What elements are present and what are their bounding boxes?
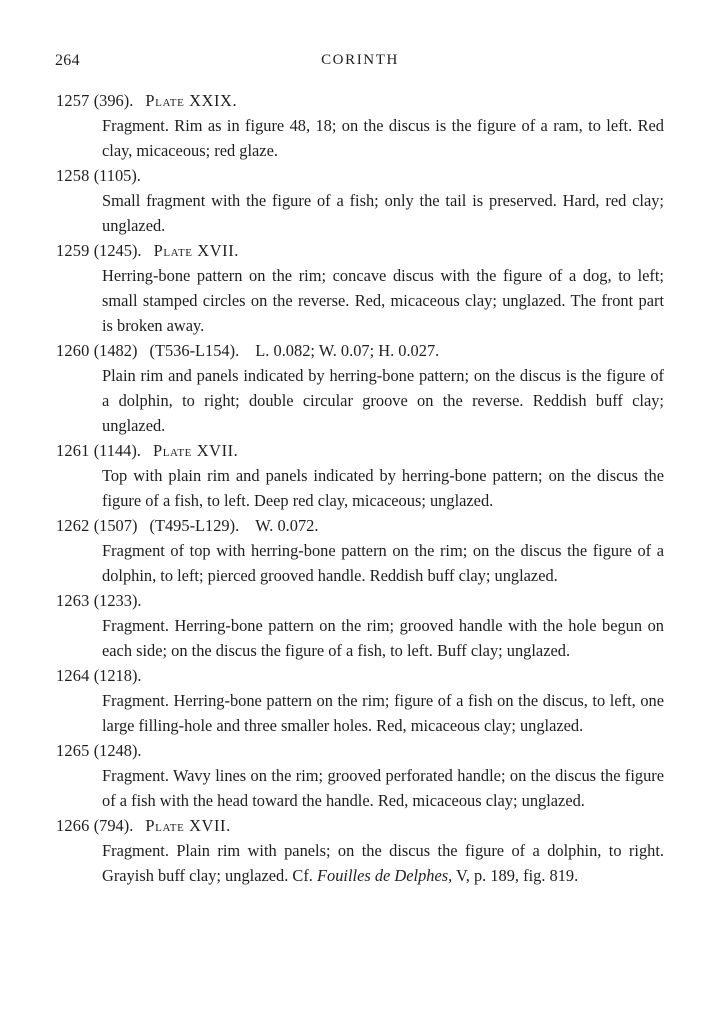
inventory-number: (1248). [93, 741, 142, 760]
catalogue-number: 1266 [56, 816, 90, 835]
entry-description [56, 838, 664, 888]
catalogue-number: 1260 [56, 341, 90, 360]
catalogue-entry-1263 [56, 588, 664, 663]
catalogue-entry-1260 [56, 338, 664, 438]
catalogue-entry-1259 [56, 238, 664, 338]
excavation-number: (T536-L154). [149, 341, 240, 360]
catalogue-number: 1261 [56, 441, 90, 460]
entry-heading [56, 238, 664, 263]
dimensions: L. 0.082; W. 0.07; H. 0.027. [255, 341, 440, 360]
entry-description: Herring-bone pattern on the rim; concave discus with the figure of a dog, to left; small stamped circles on the reverse. Red, micaceous clay; unglazed. The front part is broken away. [102, 266, 664, 335]
entry-description: Fragment. Herring-bone pattern on the rim; figure of a fish on the discus, to left, one large filling-hole and three smaller holes. Red, micaceous clay; unglazed. [102, 691, 664, 735]
catalogue-number: 1257 [56, 91, 90, 110]
catalogue-entries [56, 88, 664, 888]
catalogue-number: 1264 [56, 666, 90, 685]
catalogue-entry-1265 [56, 738, 664, 813]
inventory-number: (1482) [93, 341, 138, 360]
catalogue-entry-1262 [56, 513, 664, 588]
entry-heading [56, 813, 664, 838]
entry-heading [56, 88, 664, 113]
catalogue-number: 1265 [56, 741, 90, 760]
entry-description: Fragment. Rim as in figure 48, 18; on the discus is the figure of a ram, to left. Red clay, micaceous; red glaze. [102, 116, 664, 160]
page-number: 264 [55, 52, 80, 69]
running-head: CORINTH [321, 52, 399, 68]
entry-heading [56, 588, 664, 613]
entry-heading [56, 163, 664, 188]
entry-description: Plain rim and panels indicated by herring-bone pattern; on the discus is the figure of a dolphin, to right; double circular groove on the reverse. Reddish buff clay; unglazed. [102, 366, 664, 435]
entry-heading [56, 338, 664, 363]
inventory-number: (1218). [93, 666, 142, 685]
entry-heading [56, 663, 664, 688]
entry-description: Top with plain rim and panels indicated by herring-bone pattern; on the discus the figure of a fish, to left. Deep red clay, micaceous; unglazed. [102, 466, 664, 510]
inventory-number: (1105). [93, 166, 141, 185]
catalogue-entry-1257 [56, 88, 664, 163]
catalogue-entry-1261 [56, 438, 664, 513]
citation-reference: V, p. 189, fig. 819. [456, 866, 579, 885]
catalogue-number: 1259 [56, 241, 90, 260]
entry-heading [56, 738, 664, 763]
entry-description: Small fragment with the figure of a fish; only the tail is preserved. Hard, red clay; unglazed. [102, 191, 664, 235]
entry-description: Fragment. Herring-bone pattern on the rim; grooved handle with the hole begun on each side; on the discus the figure of a fish, to left. Buff clay; unglazed. [102, 616, 664, 660]
entry-description: Fragment. Wavy lines on the rim; grooved perforated handle; on the discus the figure of a fish with the head toward the handle. Red, micaceous clay; unglazed. [102, 766, 664, 810]
inventory-number: (396). [93, 91, 134, 110]
plate-reference: Plate XVII. [153, 441, 239, 460]
description-text: Fragment. Plain rim with panels; on the discus the figure of a dolphin, to right. Grayish buff clay; unglazed. Cf. [102, 841, 664, 885]
citation-title: Fouilles de Delphes, [317, 866, 453, 885]
plate-reference: Plate XVII. [145, 816, 231, 835]
catalogue-entry-1258 [56, 163, 664, 238]
excavation-number: (T495-L129). [149, 516, 240, 535]
page-header [55, 52, 665, 74]
catalogue-entry-1264 [56, 663, 664, 738]
entry-heading [56, 513, 664, 538]
entry-description: Fragment of top with herring-bone pattern on the rim; on the discus the figure of a dolphin, to left; pierced grooved handle. Reddish buff clay; unglazed. [102, 541, 664, 585]
inventory-number: (1245). [93, 241, 142, 260]
plate-reference: Plate XVII. [153, 241, 239, 260]
inventory-number: (1144). [93, 441, 141, 460]
inventory-number: (794). [93, 816, 134, 835]
plate-reference: Plate XXIX. [145, 91, 238, 110]
inventory-number: (1507) [93, 516, 138, 535]
dimensions: W. 0.072. [255, 516, 319, 535]
catalogue-entry-1266 [56, 813, 664, 888]
catalogue-number: 1263 [56, 591, 90, 610]
catalogue-number: 1258 [56, 166, 90, 185]
entry-heading [56, 438, 664, 463]
catalogue-number: 1262 [56, 516, 90, 535]
inventory-number: (1233). [93, 591, 142, 610]
